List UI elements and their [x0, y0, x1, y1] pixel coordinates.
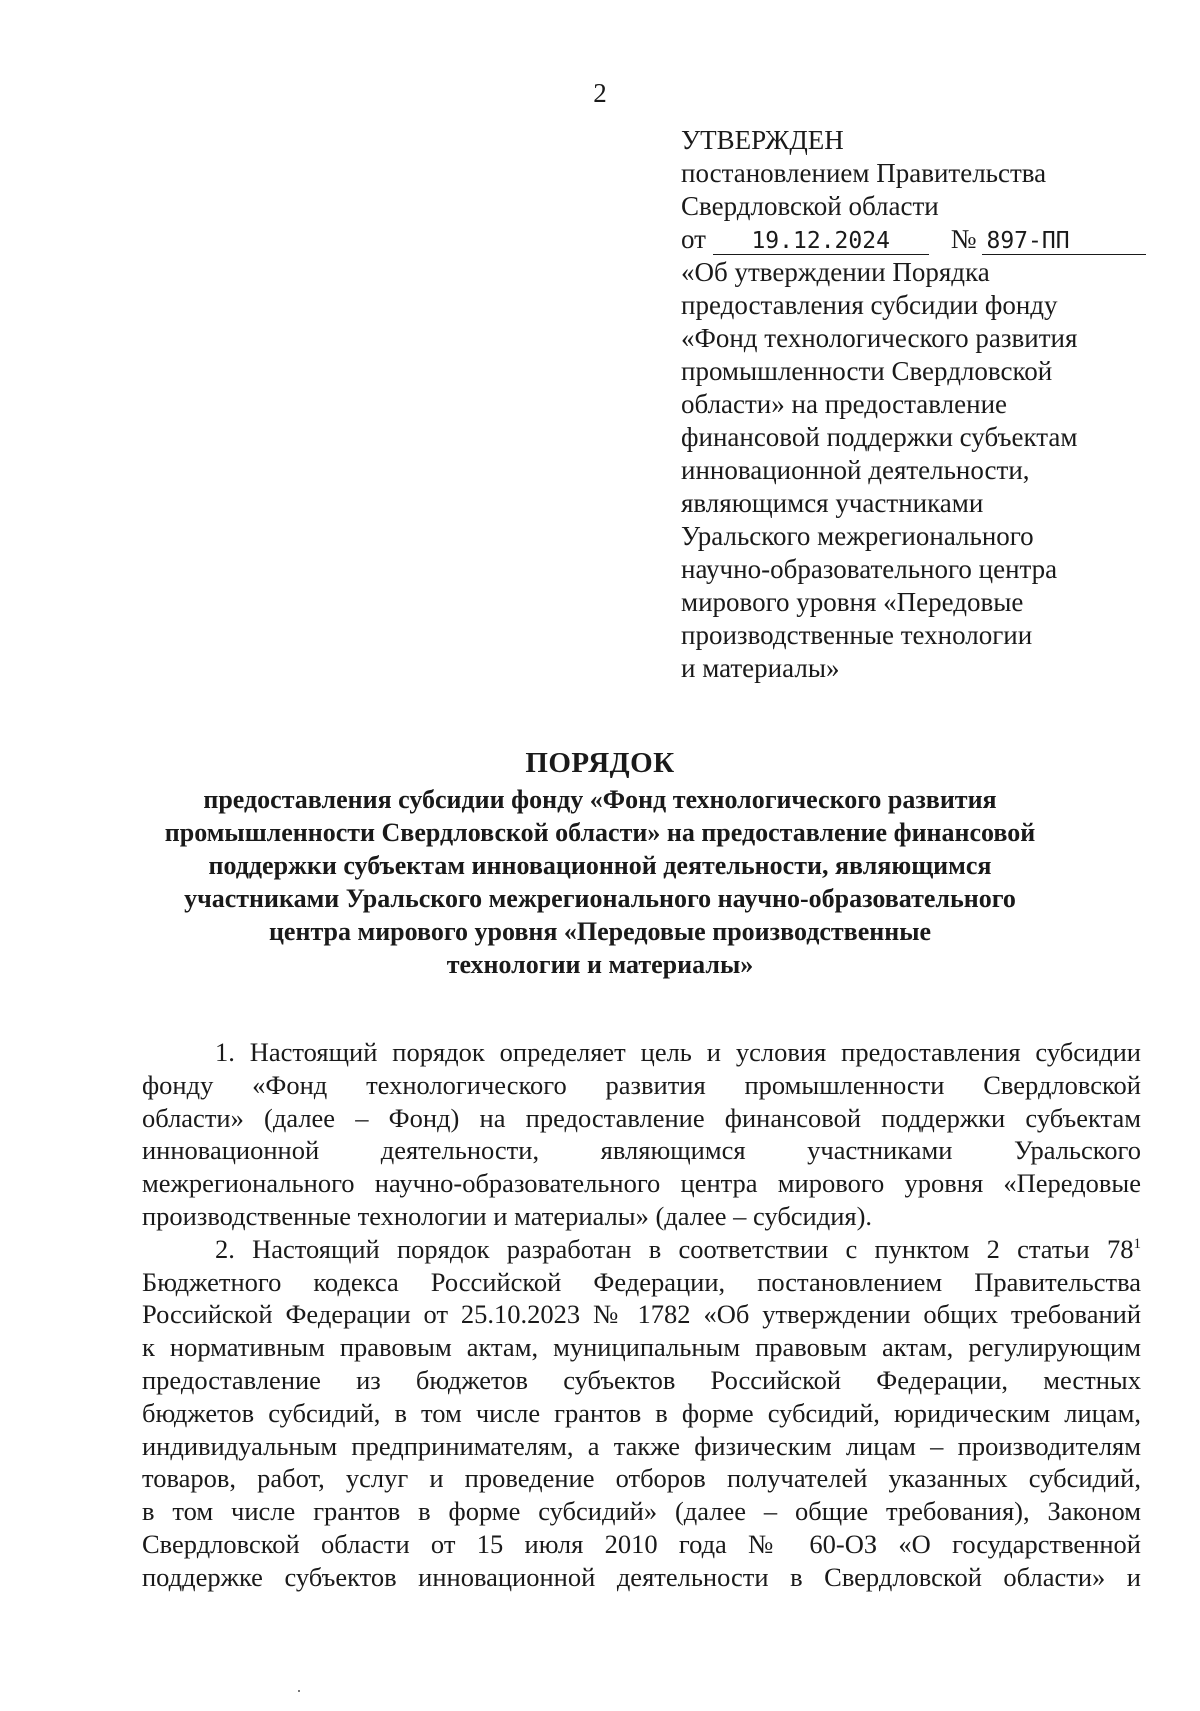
paragraph-1-line: инновационной деятельности, являющимся участниками Уральского [142, 1135, 1141, 1166]
document-body [142, 1036, 1141, 1594]
approval-line: Свердловской области [681, 191, 939, 221]
subtitle-line: участниками Уральского межрегионального научно-образовательного [184, 884, 1016, 913]
approval-title-line: и материалы» [681, 653, 840, 683]
paragraph-1-line: 1. Настоящий порядок определяет цель и условия предоставления субсидии [215, 1037, 1141, 1067]
approval-title-line: инновационной деятельности, [681, 455, 1030, 485]
paragraph-2-line: индивидуальным предпринимателям, а также физическим лицам – производителям [142, 1430, 1141, 1461]
approval-title-line: являющимся участниками [681, 488, 984, 518]
paragraph-1-line: области» (далее – Фонд) на предоставление финансовой поддержки субъектам [142, 1102, 1141, 1133]
approval-title-line: «Фонд технологического развития [681, 323, 1078, 353]
number-prefix: № [950, 224, 977, 254]
approval-title-line: мирового уровня «Передовые [681, 587, 1024, 617]
approval-line: постановлением Правительства [681, 158, 1047, 188]
subtitle-line: промышленности Свердловской области» на предоставление финансовой [164, 818, 1036, 847]
approval-title-line: промышленности Свердловской [681, 356, 1053, 386]
paragraph-2-line: в том числе грантов в форме субсидий» (далее – общие требования), Законом [142, 1496, 1141, 1527]
subtitle-line: поддержки субъектам инновационной деятельности, являющимся [208, 851, 992, 880]
paragraph-2-first-line-text: 2. Настоящий порядок разработан в соответствии с пунктом 2 статьи 78 [215, 1233, 1134, 1264]
paragraph-2-line: Российской Федерации от 25.10.2023 № 1782 «Об утверждении общих требований [142, 1299, 1141, 1330]
approval-title-line: Уральского межрегионального [681, 521, 1034, 551]
approval-title-line: научно-образовательного центра [681, 554, 1058, 584]
paragraph-2-first-line [142, 1233, 1141, 1266]
paragraph-2-line: к нормативным правовым актам, муниципальным правовым актам, регулирующим [142, 1332, 1141, 1363]
approval-title-line: области» на предоставление [681, 389, 1008, 419]
approval-date: 19.12.2024 [713, 228, 929, 255]
approval-stamp: УТВЕРЖДЕН [681, 125, 844, 155]
paragraph-2-line: поддержке субъектов инновационной деятельности в Свердловской области» и [142, 1561, 1141, 1592]
paragraph-2-line: Бюджетного кодекса Российской Федерации, постановлением Правительства [142, 1266, 1141, 1297]
paragraph-2-line: Свердловской области от 15 июля 2010 года № 60-ОЗ «О государственной [142, 1528, 1141, 1559]
approval-number: 897-ПП [982, 228, 1146, 255]
approval-block [681, 124, 1161, 685]
paragraph-2-line: бюджетов субсидий, в том числе грантов в форме субсидий, юридическим лицам, [142, 1397, 1141, 1428]
approval-title-line: производственные технологии [681, 620, 1033, 650]
page-number: 2 [593, 78, 607, 108]
paragraph-1-line: межрегионального научно-образовательного центра мирового уровня «Передовые [142, 1168, 1141, 1199]
approval-title-line: предоставления субсидии фонду [681, 290, 1058, 320]
approval-date-line [681, 223, 1161, 256]
paragraph-1-line: фонду «Фонд технологического развития промышленности Свердловской [142, 1069, 1141, 1100]
paragraph-2-line: товаров, работ, услуг и проведение отборов получателей указанных субсидий, [142, 1463, 1141, 1494]
paragraph-2-line: предоставление из бюджетов субъектов Российской Федерации, местных [142, 1364, 1141, 1395]
subtitle-line: технологии и материалы» [446, 950, 754, 979]
approval-title-line: «Об утверждении Порядка [681, 257, 990, 287]
date-prefix: от [681, 224, 706, 254]
paragraph-1-line: производственные технологии и материалы» (далее – субсидия). [142, 1200, 873, 1231]
subtitle-line: предоставления субсидии фонду «Фонд технологического развития [203, 785, 997, 814]
document-subtitle [0, 783, 1200, 981]
subtitle-line: центра мирового уровня «Передовые производственные [268, 917, 932, 946]
document-title: ПОРЯДОК [525, 747, 675, 779]
scan-speck [298, 1690, 300, 1692]
approval-title-line: финансовой поддержки субъектам [681, 422, 1078, 452]
document-heading [0, 743, 1200, 981]
superscript: 1 [1133, 1235, 1141, 1252]
